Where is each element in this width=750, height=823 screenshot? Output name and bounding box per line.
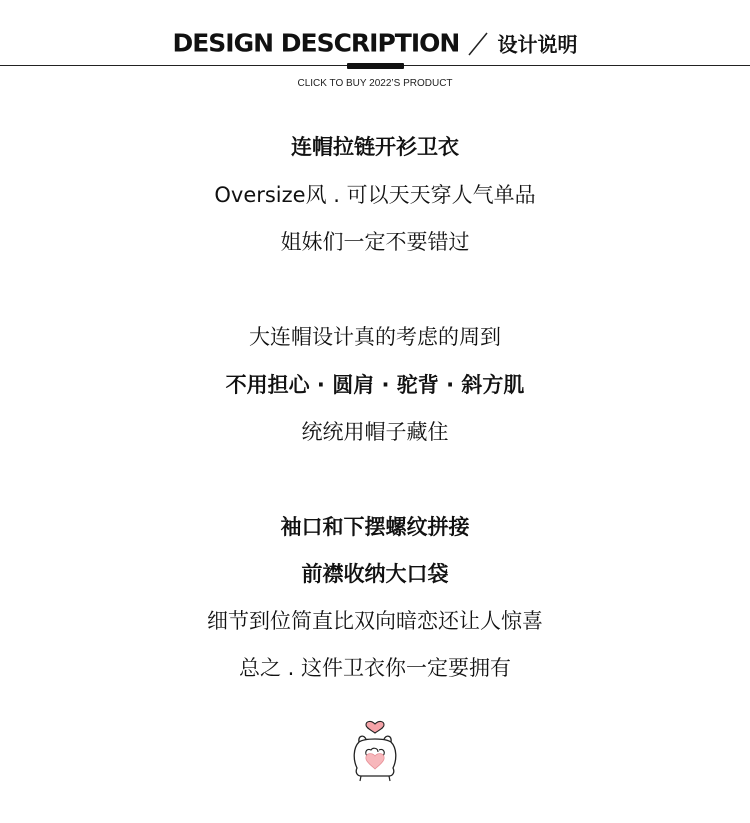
description-line: 总之 . 这件卫衣你一定要拥有 — [238, 656, 512, 680]
title-english: DESIGN DESCRIPTION — [172, 28, 460, 58]
description-line: 统统用帽子藏住 — [301, 420, 449, 444]
description-line: 连帽拉链开衫卫衣 — [291, 135, 459, 159]
description-line: 不用担心 · 圆肩 · 驼背 · 斜方肌 — [225, 373, 525, 397]
section-subtitle: CLICK TO BUY 2022’S PRODUCT — [297, 78, 453, 89]
cat-holding-heart-icon — [345, 712, 405, 784]
description-line: 姐妹们一定不要错过 — [280, 230, 470, 254]
slash-divider-icon — [466, 28, 490, 58]
description-line: 大连帽设计真的考虑的周到 — [249, 325, 501, 349]
title-chinese: 设计说明 — [497, 32, 578, 57]
description-line: 细节到位简直比双向暗恋还让人惊喜 — [207, 609, 543, 633]
header-divider-accent — [347, 63, 404, 69]
description-line: 袖口和下摆螺纹拼接 — [280, 515, 470, 539]
section-header — [0, 0, 750, 100]
section-title — [0, 28, 750, 58]
description-line: Oversize风 . 可以天天穿人气单品 — [214, 183, 536, 207]
description-line: 前襟收纳大口袋 — [301, 562, 449, 586]
